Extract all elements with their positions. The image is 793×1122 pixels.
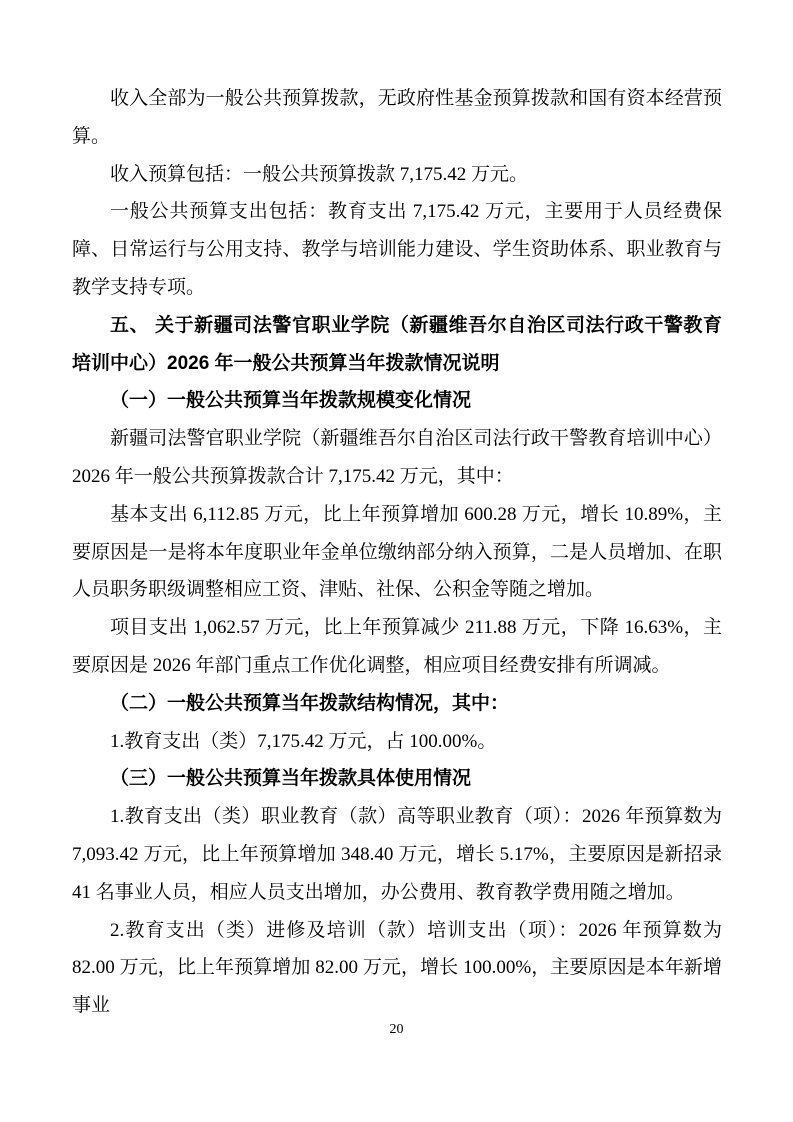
page-number: 20 — [389, 1022, 404, 1037]
paragraph-project-expenditure: 项目支出 1,062.57 万元，比上年预算减少 211.88 万元，下降 16.63%，主要原因是 2026 年部门重点工作优化调整，相应项目经费安排有所调减。 — [72, 617, 722, 676]
paragraph-expenditure-summary: 一般公共预算支出包括：教育支出 7,175.42 万元，主要用于人员经费保障、日常运行与公用支持、教学与培训能力建设、学生资助体系、职业教育与教学支持专项。 — [72, 201, 722, 298]
paragraph-basic-expenditure: 基本支出 6,112.85 万元，比上年预算增加 600.28 万元，增长 10.89%，主要原因是一是将本年度职业年金单位缴纳部分纳入预算，二是人员增加、在职人员职务职级调整相应工资、津贴、社保、公积金等随之增加。 — [72, 503, 722, 601]
paragraph-training-expenditure-item: 2.教育支出（类）进修及培训（款）培训支出（项）：2026 年预算数为 82.00 万元，比上年预算增加 82.00 万元，增长 100.00%，主要原因是本年新增事业 — [72, 919, 722, 1017]
heading-subsection-one: （一）一般公共预算当年拨款规模变化情况 — [110, 390, 472, 412]
heading-subsection-two: （二）一般公共预算当年拨款结构情况，其中： — [110, 692, 510, 714]
document-body — [72, 80, 722, 1025]
heading-subsection-three: （三）一般公共预算当年拨款具体使用情况 — [110, 768, 472, 790]
paragraph-income-source: 收入全部为一般公共预算拨款，无政府性基金预算拨款和国有资本经营预算。 — [72, 88, 722, 147]
heading-section-five: 五、 关于新疆司法警官职业学院（新疆维吾尔自治区司法行政干警教育培训中心）2026 年一般公共预算当年拨款情况说明 — [72, 314, 722, 374]
paragraph-vocational-education-item: 1.教育支出（类）职业教育（款）高等职业教育（项）：2026 年预算数为 7,093.42 万元，比上年预算增加 348.40 万元，增长 5.17%，主要原因是新招录 41 名事业人员，相应人员支出增加，办公费用、教育教学费用随之增加。 — [72, 806, 722, 903]
paragraph-total-appropriation: 新疆司法警官职业学院（新疆维吾尔自治区司法行政干警教育培训中心）2026 年一般公共预算拨款合计 7,175.42 万元，其中： — [72, 428, 722, 487]
paragraph-education-structure: 1.教育支出（类）7,175.42 万元，占 100.00%。 — [110, 730, 497, 752]
paragraph-income-budget: 收入预算包括：一般公共预算拨款 7,175.42 万元。 — [110, 163, 529, 185]
